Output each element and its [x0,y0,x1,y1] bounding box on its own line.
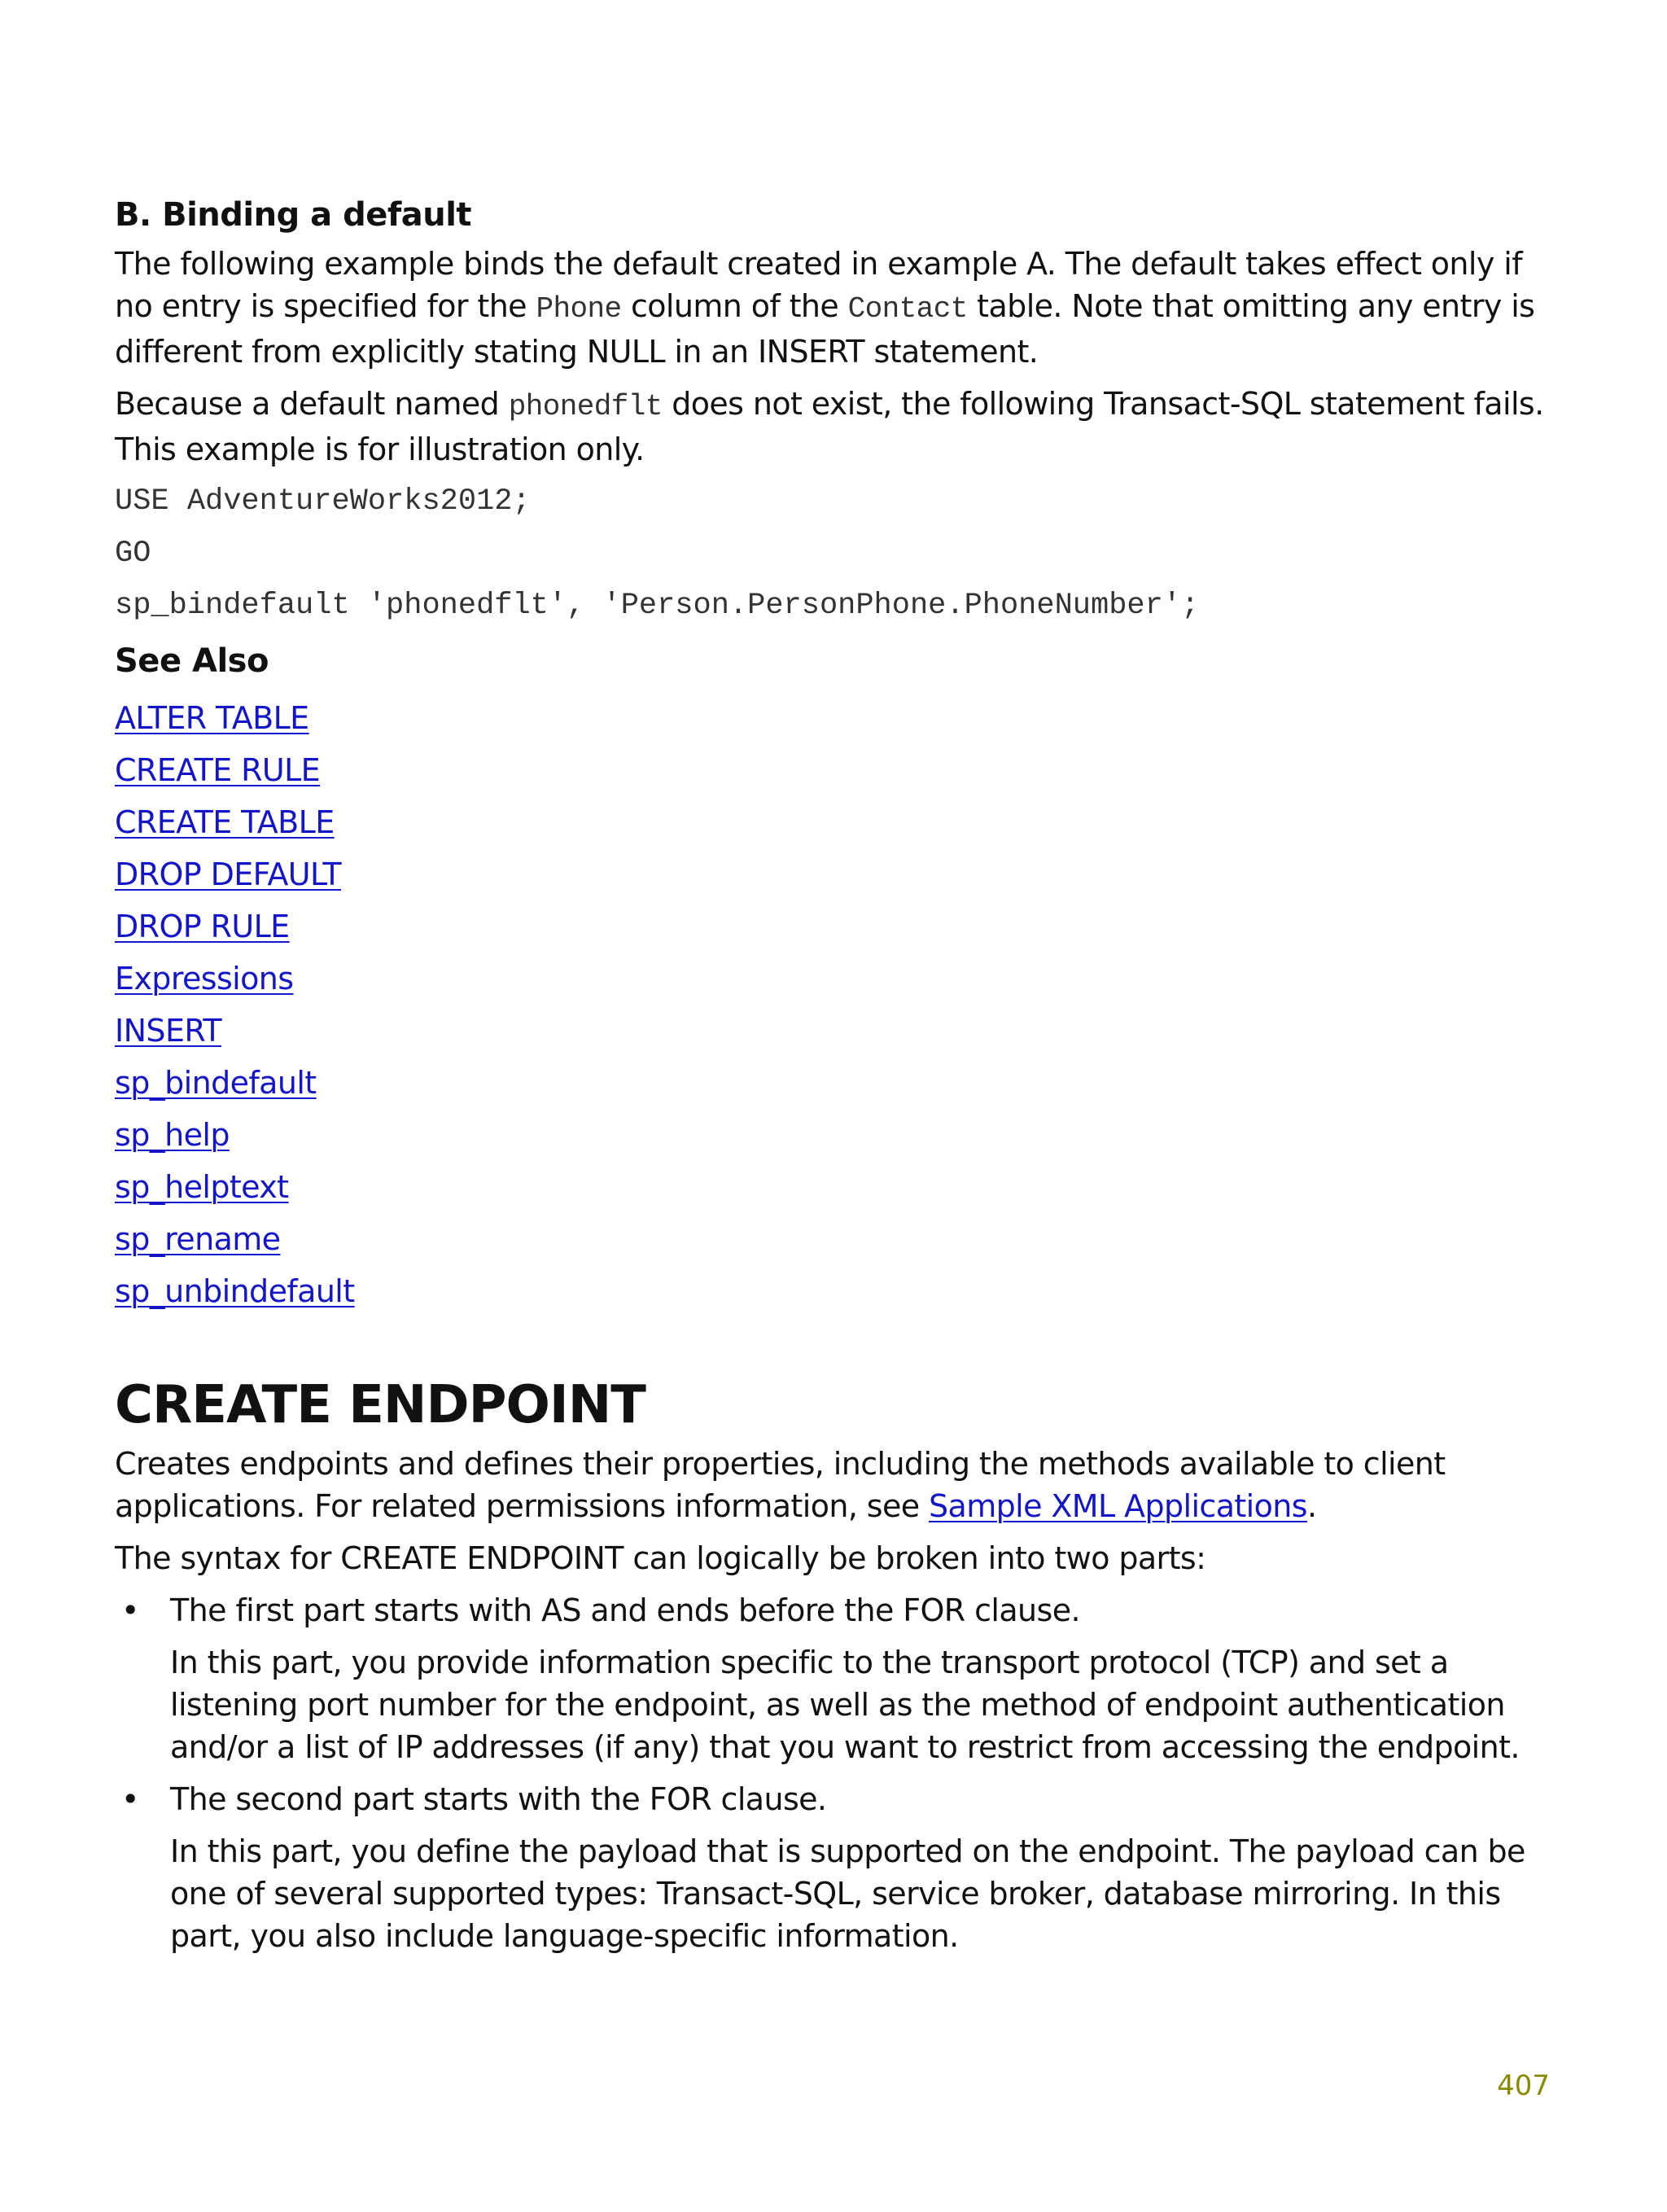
link-create-table[interactable]: CREATE TABLE [115,804,335,840]
code-line-use: USE AdventureWorks2012; [115,484,531,519]
create-endpoint-intro [115,1443,1551,1527]
list-item [115,953,1551,1005]
link-drop-rule[interactable]: DROP RULE [115,909,290,944]
page-number: 407 [1497,2070,1550,2102]
inline-code-contact: Contact [847,292,968,326]
list-item [115,1057,1551,1109]
list-item [115,744,1551,796]
list-item [115,1161,1551,1213]
bullet-detail: In this part, you define the payload that is supported on the endpoint. The payload can be one of several supported types: Transact-SQL, service broker, database mirroring. In this part, you also include language-specific information. [170,1833,1525,1954]
link-create-rule[interactable]: CREATE RULE [115,752,321,788]
bullet-lead: The second part starts with the FOR clause. [170,1781,827,1817]
list-item [115,1109,1551,1161]
bullet-icon: • [121,1592,140,1628]
para-text: The following example binds the default created in example A. The default takes effect only if no entry is specified for the [115,246,1522,324]
syntax-parts-list [115,1589,1551,1957]
list-item [115,848,1551,900]
list-item [115,1213,1551,1265]
section-heading-binding-default: B. Binding a default [115,196,472,234]
para-text: does not exist, the following Transact-SQL statement fails. This example is for illustration only. [115,386,1544,467]
see-also-heading: See Also [115,642,269,680]
link-sp-help[interactable]: sp_help [115,1117,230,1153]
link-sp-rename[interactable]: sp_rename [115,1221,281,1257]
link-insert[interactable]: INSERT [115,1013,222,1049]
code-line-go: GO [115,537,151,571]
list-item [115,1778,1551,1957]
link-sample-xml-applications[interactable]: Sample XML Applications [929,1488,1307,1524]
inline-code-phonedflt: phonedflt [508,390,663,423]
syntax-intro: The syntax for CREATE ENDPOINT can logically be broken into two parts: [115,1540,1206,1576]
link-drop-default[interactable]: DROP DEFAULT [115,856,341,892]
para-text: Because a default named [115,386,509,422]
link-sp-unbindefault[interactable]: sp_unbindefault [115,1273,355,1309]
list-item [115,796,1551,848]
binding-default-paragraph-2 [115,383,1551,471]
link-expressions[interactable]: Expressions [115,961,294,996]
bullet-lead: The first part starts with AS and ends before the FOR clause. [170,1592,1080,1628]
list-item [115,1265,1551,1317]
para-text: . [1306,1488,1317,1524]
document-page [115,192,1551,1967]
list-item [115,1589,1551,1768]
list-item [115,692,1551,744]
link-sp-helptext[interactable]: sp_helptext [115,1169,289,1205]
list-item [115,1005,1551,1057]
para-text: column of the [621,288,848,324]
see-also-list [115,692,1551,1317]
code-line-bindefault: sp_bindefault 'phonedflt', 'Person.PersonPhone.PhoneNumber'; [115,589,1200,623]
bullet-icon: • [121,1781,140,1817]
binding-default-paragraph-1 [115,243,1551,373]
link-alter-table[interactable]: ALTER TABLE [115,700,309,736]
inline-code-phone: Phone [536,292,622,326]
para-text: table. Note that omitting any entry is different from explicitly stating NULL in an INSERT statement. [115,288,1535,370]
list-item [115,900,1551,953]
link-sp-bindefault[interactable]: sp_bindefault [115,1065,317,1101]
para-text: Creates endpoints and defines their properties, including the methods available to client applications. For related permissions information, see [115,1446,1446,1524]
create-endpoint-title: CREATE ENDPOINT [115,1375,645,1435]
bullet-detail: In this part, you provide information specific to the transport protocol (TCP) and set a listening port number for the endpoint, as well as the method of endpoint authentication and/or a list of IP addresses (if any) that you want to restrict from accessing the endpoint. [170,1645,1520,1765]
